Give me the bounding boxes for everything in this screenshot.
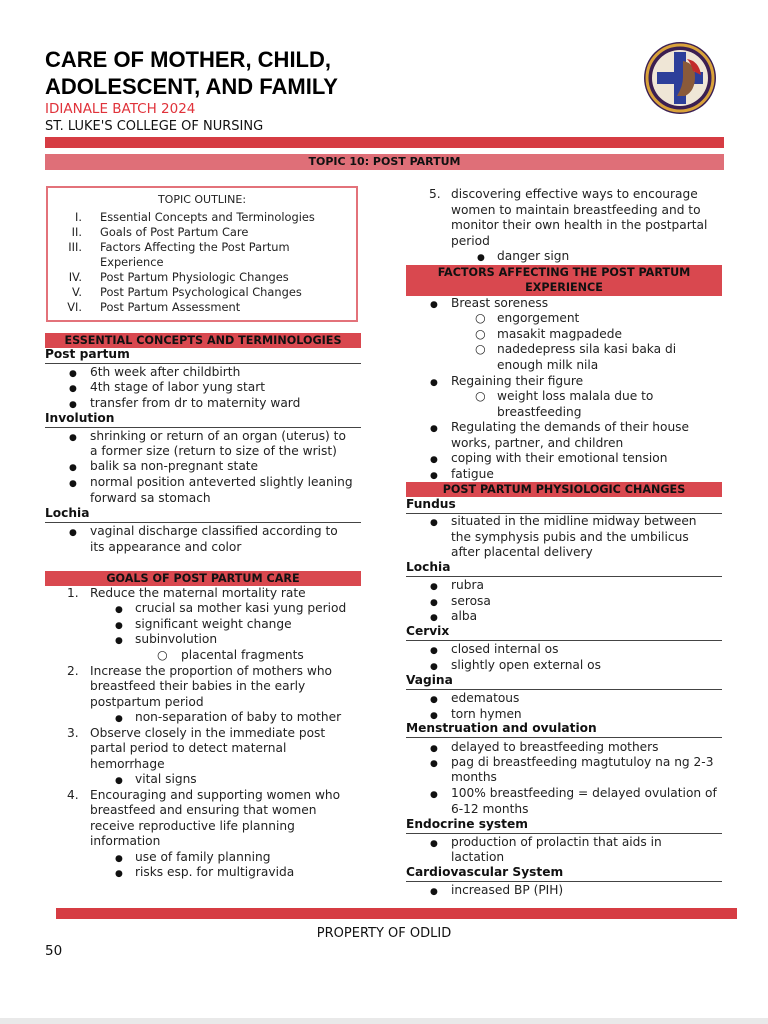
subheading-endocrine: Endocrine system: [406, 817, 722, 834]
list-item: pag di breastfeeding magtutuloy na ng 2-3: [451, 755, 714, 769]
subheading-cervix: Cervix: [406, 624, 722, 641]
list-item: Regulating the demands of their house: [451, 420, 690, 434]
circle-bullet: ○: [475, 389, 486, 403]
bullet: ●: [69, 384, 77, 394]
list-item: fatigue: [451, 467, 494, 481]
bullet: ●: [69, 479, 77, 489]
bullet: ●: [430, 455, 438, 465]
list-item: hemorrhage: [90, 757, 165, 771]
list-number: 4.: [67, 788, 79, 802]
batch-label: IDIANALE BATCH 2024: [45, 101, 196, 117]
bullet: ●: [430, 759, 438, 769]
list-item: nadedepress sila kasi baka di: [497, 342, 677, 356]
subheading-fundus: Fundus: [406, 497, 722, 514]
bullet: ●: [69, 433, 77, 443]
list-item: transfer from dr to maternity ward: [90, 396, 301, 410]
list-item: production of prolactin that aids in: [451, 835, 662, 849]
outline-title: TOPIC OUTLINE:: [157, 193, 247, 206]
list-item: period: [451, 234, 490, 248]
bullet: ●: [430, 300, 438, 310]
section-heading-factors: FACTORS AFFECTING THE POST PARTUM EXPERIENCE: [406, 265, 722, 296]
bullet: ●: [115, 714, 123, 724]
bullet: ●: [115, 621, 123, 631]
bullet: ●: [430, 598, 438, 608]
subheading-lochia-right: Lochia: [406, 560, 722, 577]
list-item: Reduce the maternal mortality rate: [90, 586, 306, 600]
section-heading-goals: GOALS OF POST PARTUM CARE: [45, 571, 361, 586]
list-item: alba: [451, 609, 478, 623]
list-item: the symphysis pubis and the umbilicus: [451, 530, 689, 544]
bullet: ●: [430, 744, 438, 754]
bullet: ●: [430, 471, 438, 481]
bullet: ●: [115, 854, 123, 864]
list-item: months: [451, 770, 497, 784]
list-item: women to maintain breastfeeding and to: [451, 203, 701, 217]
section-heading-essential: ESSENTIAL CONCEPTS AND TERMINOLOGIES: [45, 333, 361, 348]
bullet: ●: [69, 528, 77, 538]
circle-bullet: ○: [475, 311, 486, 325]
list-item: rubra: [451, 578, 484, 592]
bullet: ●: [69, 400, 77, 410]
list-item: closed internal os: [451, 642, 559, 656]
list-item: engorgement: [497, 311, 580, 325]
list-item: subinvolution: [135, 632, 218, 646]
list-number: 1.: [67, 586, 79, 600]
list-item: works, partner, and children: [451, 436, 624, 450]
subheading-involution: Involution: [45, 411, 361, 428]
subheading-cardiovascular: Cardiovascular System: [406, 865, 722, 882]
bullet: ●: [115, 776, 123, 786]
bullet: ●: [430, 518, 438, 528]
subheading-lochia: Lochia: [45, 506, 361, 523]
bullet: ●: [430, 695, 438, 705]
bullet: ●: [430, 790, 438, 800]
page-title: CARE OF MOTHER, CHILD, ADOLESCENT, AND FAMILY: [45, 47, 338, 99]
bullet: ●: [430, 424, 438, 434]
bullet: ●: [69, 369, 77, 379]
list-item: torn hymen: [451, 707, 522, 721]
bullet: ●: [430, 887, 438, 897]
list-item: coping with their emotional tension: [451, 451, 668, 465]
list-item: 6-12 months: [451, 802, 529, 816]
list-item: 4th stage of labor yung start: [90, 380, 266, 394]
footer-property: PROPERTY OF ODLID: [316, 926, 452, 941]
bullet: ●: [69, 463, 77, 473]
list-item: vital signs: [135, 772, 197, 786]
bullet: ●: [430, 711, 438, 721]
list-item: forward sa stomach: [90, 491, 211, 505]
list-item: a former size (return to size of the wrist): [90, 444, 337, 458]
list-item: significant weight change: [135, 617, 292, 631]
list-item: weight loss malala due to: [497, 389, 654, 403]
list-item: lactation: [451, 850, 505, 864]
list-item: crucial sa mother kasi yung period: [135, 601, 347, 615]
list-item: risks esp. for multigravida: [135, 865, 295, 879]
list-item: normal position anteverted slightly leaning: [90, 475, 353, 489]
list-item: partal period to detect maternal: [90, 741, 287, 755]
topic-title-bar: TOPIC 10: POST PARTUM: [45, 154, 724, 170]
bullet: ●: [430, 613, 438, 623]
list-item: placental fragments: [181, 648, 304, 662]
list-item: situated in the midline midway between: [451, 514, 697, 528]
list-item: delayed to breastfeeding mothers: [451, 740, 659, 754]
list-item: enough milk nila: [497, 358, 599, 372]
list-item: Breast soreness: [451, 296, 549, 310]
list-item: slightly open external os: [451, 658, 601, 672]
list-item: vaginal discharge classified according to: [90, 524, 338, 538]
list-item: danger sign: [497, 249, 570, 263]
list-number: 2.: [67, 664, 79, 678]
page-edge: [0, 1018, 768, 1024]
bullet: ●: [115, 636, 123, 646]
list-item: breastfeed and ensuring that women: [90, 803, 317, 817]
list-item: information: [90, 834, 161, 848]
list-item: postpartum period: [90, 695, 204, 709]
list-number: 5.: [429, 187, 441, 201]
list-item: Regaining their figure: [451, 374, 584, 388]
list-item: 6th week after childbirth: [90, 365, 241, 379]
list-item: shrinking or return of an organ (uterus) to: [90, 429, 346, 443]
school-label: ST. LUKE'S COLLEGE OF NURSING: [45, 119, 264, 134]
list-item: monitor their own health in the postpartal: [451, 218, 708, 232]
page-number: 50: [45, 943, 63, 959]
bullet: ●: [115, 869, 123, 879]
list-item: its appearance and color: [90, 540, 242, 554]
bullet: ●: [477, 253, 485, 263]
list-item: Observe closely in the immediate post: [90, 726, 326, 740]
list-item: 100% breastfeeding = delayed ovulation of: [451, 786, 717, 800]
bullet: ●: [430, 646, 438, 656]
subheading-post-partum: Post partum: [45, 347, 361, 364]
header-divider: [45, 137, 724, 148]
list-item: breastfeeding: [497, 405, 582, 419]
section-heading-physiologic: POST PARTUM PHYSIOLOGIC CHANGES: [406, 482, 722, 497]
bullet: ●: [430, 839, 438, 849]
bullet: ●: [430, 662, 438, 672]
topic-outline-box: TOPIC OUTLINE: I. Essential Concepts and Terminologies II. Goals of Post Partum Care III. Factors Affecting the Post Partum Experience IV. Post Partum Physiologic Changes V. Post Partum Psychological Changes VI. Post Partum Assessment: [46, 186, 358, 322]
list-item: edematous: [451, 691, 520, 705]
list-item: balik sa non-pregnant state: [90, 459, 259, 473]
list-item: non-separation of baby to mother: [135, 710, 342, 724]
bullet: ●: [430, 378, 438, 388]
list-number: 3.: [67, 726, 79, 740]
circle-bullet: ○: [157, 648, 168, 662]
subheading-vagina: Vagina: [406, 673, 722, 690]
circle-bullet: ○: [475, 327, 486, 341]
subheading-menstruation: Menstruation and ovulation: [406, 721, 722, 738]
list-item: increased BP (PIH): [451, 883, 564, 897]
footer-divider: [56, 908, 737, 919]
bullet: ●: [115, 605, 123, 615]
list-item: masakit magpadede: [497, 327, 623, 341]
circle-bullet: ○: [475, 342, 486, 356]
list-item: serosa: [451, 594, 491, 608]
list-item: after placental delivery: [451, 545, 593, 559]
list-item: Encouraging and supporting women who: [90, 788, 341, 802]
list-item: use of family planning: [135, 850, 271, 864]
list-item: Increase the proportion of mothers who: [90, 664, 333, 678]
bullet: ●: [430, 582, 438, 592]
list-item: breastfeed their babies in the early: [90, 679, 306, 693]
list-item: receive reproductive life planning: [90, 819, 295, 833]
list-item: discovering effective ways to encourage: [451, 187, 698, 201]
college-logo-icon: [643, 41, 717, 115]
